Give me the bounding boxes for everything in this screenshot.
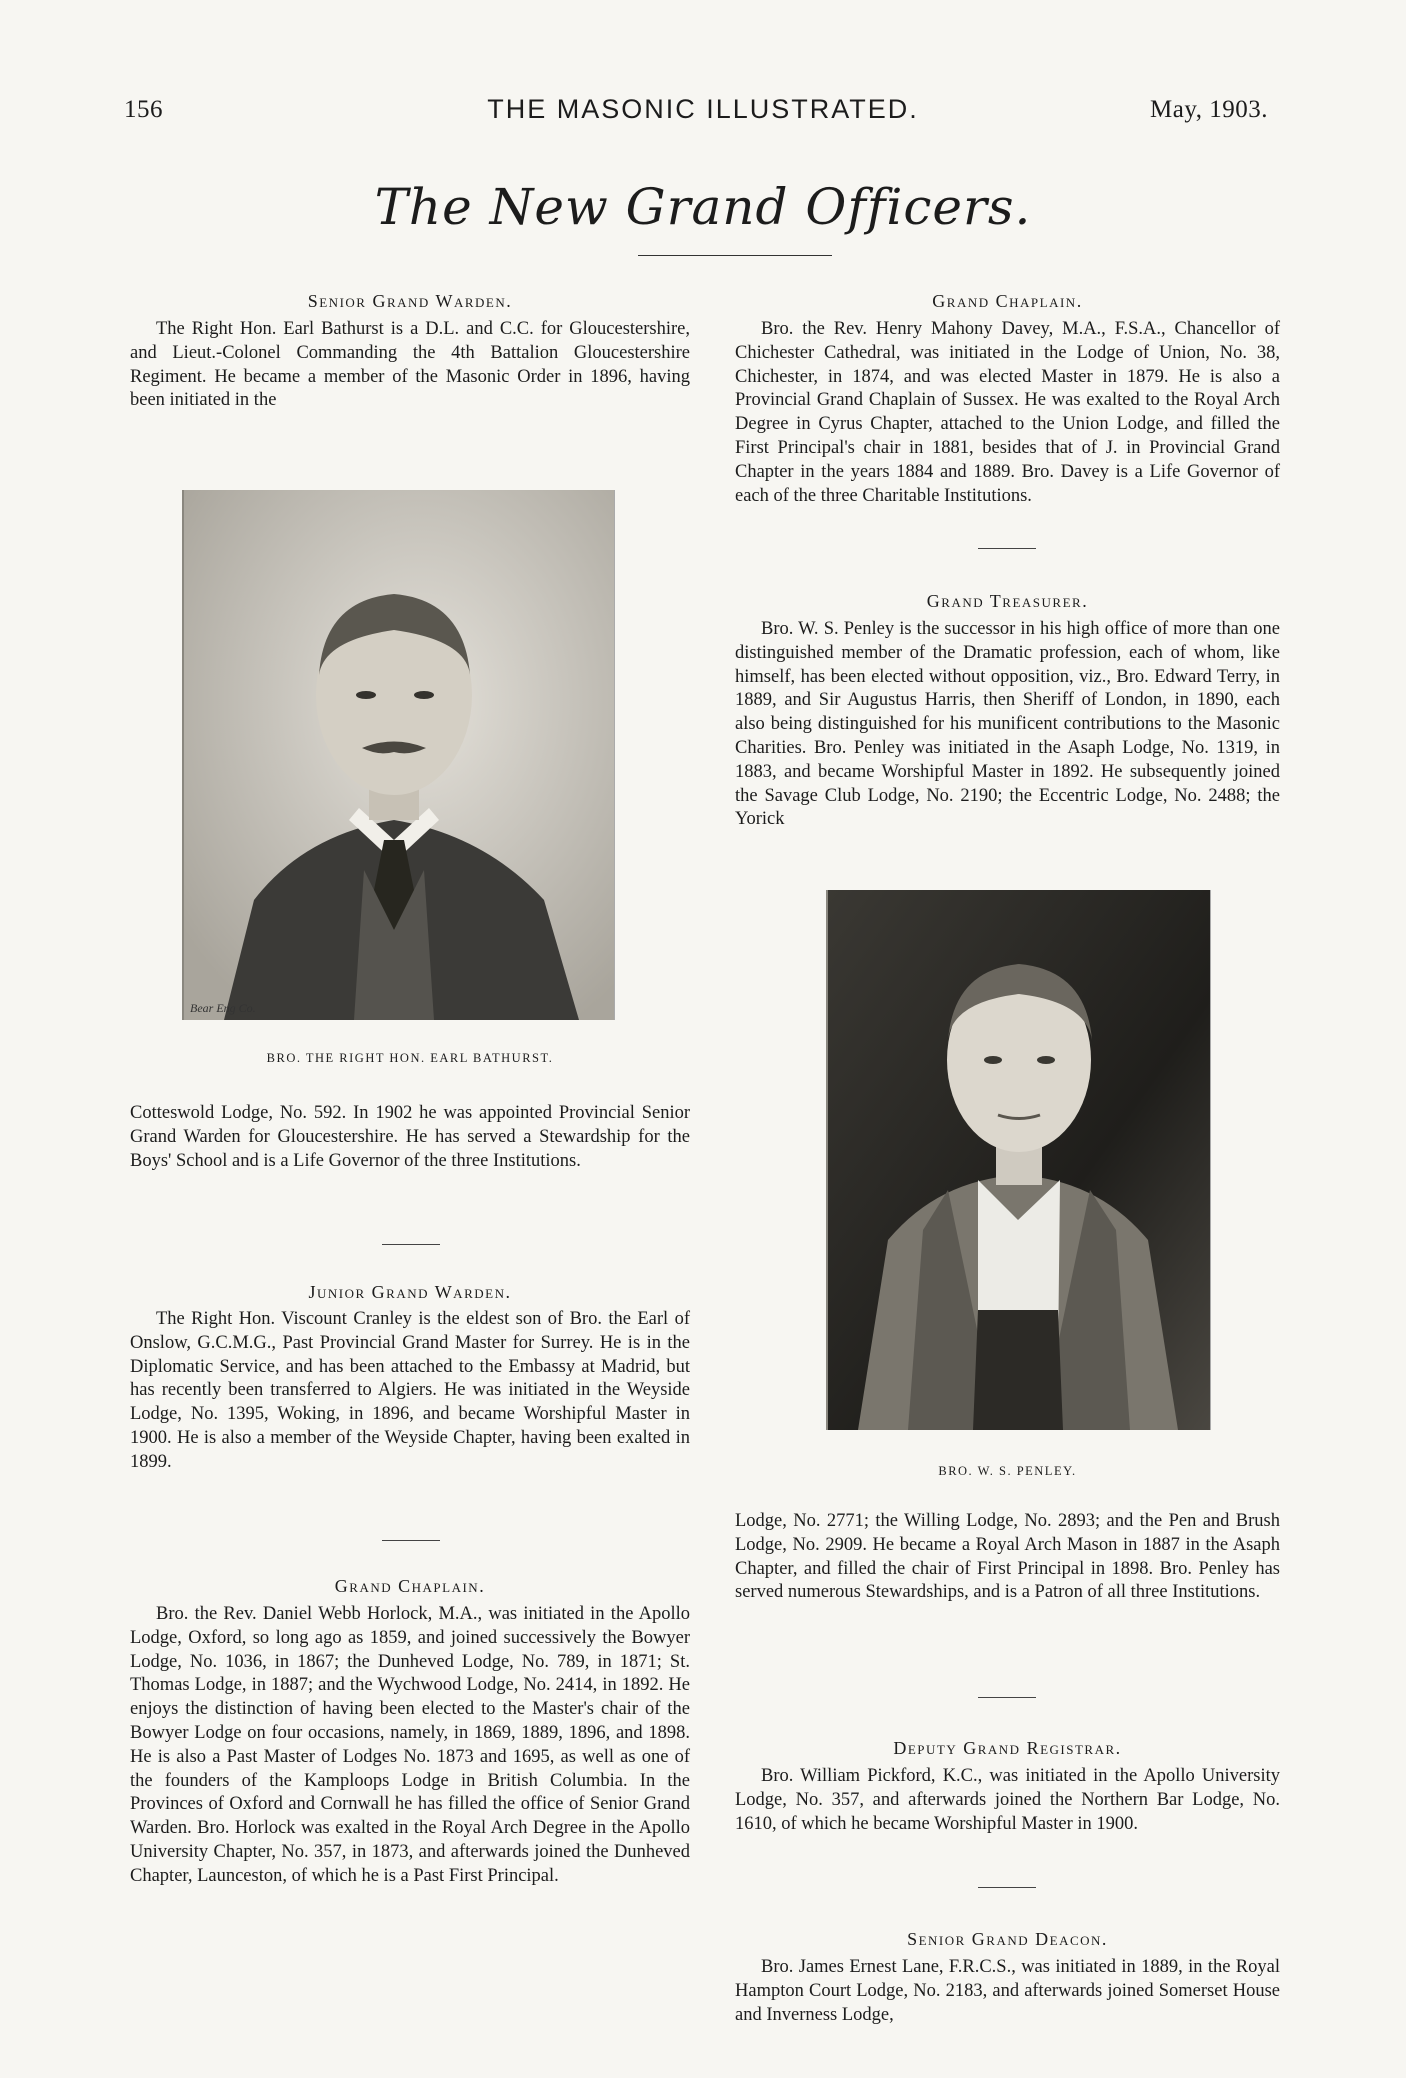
separator-rule bbox=[978, 1887, 1036, 1888]
heading-grand-treasurer: Grand Treasurer. bbox=[926, 591, 1089, 611]
text-grand-chaplain-1: Bro. the Rev. Henry Mahony Davey, M.A., F.S.A., Chancellor of Chichester Cathedral, was initiated in the Lodge of Union, No. 38, Chichester, in 1874, and was elected Master in 1879. He is also a Provincial Grand Chaplain of Sussex. He was exalted to the Royal Arch Degree in Cyrus Chapter, attached to the Union Lodge, and filled the First Principal's chair in 1881, besides that of J. in Provincial Grand Chapter in the years 1884 and 1889. Bro. Davey is a Life Governor of each of the three Charitable Institutions. bbox=[735, 319, 1280, 506]
text-deputy-grand-registrar: Bro. William Pickford, K.C., was initiated in the Apollo University Lodge, No. 357, and afterwards joined the Northern Bar Lodge, No. 1610, of which he became Worshipful Master in 1900. bbox=[735, 1766, 1280, 1834]
separator-rule bbox=[978, 1697, 1036, 1698]
caption-earl-bathurst: BRO. THE RIGHT HON. EARL BATHURST. bbox=[266, 1051, 554, 1065]
section-title: The New Grand Officers. bbox=[374, 178, 1032, 236]
separator-rule bbox=[382, 1244, 440, 1245]
heading-grand-chaplain-1: Grand Chaplain. bbox=[932, 291, 1083, 311]
text-junior-grand-warden: The Right Hon. Viscount Cranley is the eldest son of Bro. the Earl of Onslow, G.C.M.G., Past Provincial Grand Master for Surrey. He is in the Diplomatic Service, and has been attached to the Embassy at Madrid, but has recently been transferred to Algiers. He was initiated in the Weyside Lodge, No. 1395, Woking, in 1896, and became Worshipful Master in 1900. He is also a member of the Weyside Chapter, having been exalted in 1899. bbox=[130, 1309, 690, 1472]
photo-earl-bathurst bbox=[182, 490, 615, 1020]
heading-junior-grand-warden: Junior Grand Warden. bbox=[308, 1282, 512, 1302]
heading-grand-chaplain-2: Grand Chaplain. bbox=[334, 1576, 486, 1596]
issue-date: May, 1903. bbox=[1150, 96, 1268, 123]
text-grand-treasurer-1: Bro. W. S. Penley is the successor in his high office of more than one distinguished member of the Dramatic profession, each of whom, like himself, has been elected without opposition, viz., Bro. Edward Terry, in 1889, and Sir Augustus Harris, then Sheriff of London, in 1890, each also being distinguished for his munificent contributions to the Masonic Charities. Bro. Penley was initiated in the Asaph Lodge, No. 1319, in 1883, and became Worshipful Master in 1892. He subsequently joined the Savage Club Lodge, No. 2190; the Eccentric Lodge, No. 2488; the Yorick bbox=[735, 619, 1280, 830]
text-senior-grand-deacon: Bro. James Ernest Lane, F.R.C.S., was initiated in 1889, in the Royal Hampton Court Lodge, No. 2183, and afterwards joined Somerset House and Inverness Lodge, bbox=[735, 1957, 1280, 2025]
caption-ws-penley: BRO. W. S. PENLEY. bbox=[938, 1464, 1077, 1478]
text-senior-grand-warden-2: Cotteswold Lodge, No. 592. In 1902 he was appointed Provincial Senior Grand Warden for Gloucestershire. He has served a Stewardship for the Boys' School and is a Life Governor of the three Institutions. bbox=[130, 1103, 690, 1171]
separator-rule bbox=[978, 548, 1036, 549]
title-rule bbox=[638, 255, 832, 256]
journal-title: THE MASONIC ILLUSTRATED. bbox=[487, 94, 919, 124]
text-grand-chaplain-2: Bro. the Rev. Daniel Webb Horlock, M.A., was initiated in the Apollo Lodge, Oxford, so long ago as 1859, and joined successively the Bowyer Lodge, No. 1036, in 1867; the Dunheved Lodge, No. 789, in 1871; St. Thomas Lodge, in 1887; and the Wychwood Lodge, No. 2414, in 1892. He enjoys the distinction of having been elected to the Master's chair of the Bowyer Lodge on four occasions, namely, in 1869, 1889, 1896, and 1898. He is also a Past Master of Lodges No. 1873 and 1695, as well as one of the founders of the Kamploops Lodge in British Columbia. In the Provinces of Oxford and Cornwall he has filled the office of Senior Grand Warden. Bro. Horlock was exalted in the Royal Arch Degree in the Apollo University Chapter, No. 357, in 1873, and afterwards joined the Dunheved Chapter, Launceston, of which he is a Past First Principal. bbox=[130, 1604, 690, 1886]
photo-signature: Bear Eng Co. bbox=[190, 1001, 256, 1015]
text-senior-grand-warden-1: The Right Hon. Earl Bathurst is a D.L. and C.C. for Gloucestershire, and Lieut.-Colonel Commanding the 4th Battalion Gloucestershire Regiment. He became a member of the Masonic Order in 1896, having been initiated in the bbox=[130, 319, 690, 411]
page-number: 156 bbox=[124, 96, 163, 123]
portrait-illustration bbox=[184, 490, 614, 1020]
heading-senior-grand-deacon: Senior Grand Deacon. bbox=[907, 1929, 1108, 1949]
portrait-illustration bbox=[828, 890, 1210, 1430]
heading-senior-grand-warden: Senior Grand Warden. bbox=[307, 291, 513, 311]
separator-rule bbox=[382, 1540, 440, 1541]
text-grand-treasurer-2: Lodge, No. 2771; the Willing Lodge, No. 2893; and the Pen and Brush Lodge, No. 2909. He became a Royal Arch Mason in 1887 in the Asaph Chapter, and filled the chair of First Principal in 1898. Bro. Penley has served numerous Stewardships, and is a Patron of all three Institutions. bbox=[735, 1511, 1280, 1603]
photo-ws-penley bbox=[826, 890, 1211, 1430]
heading-deputy-grand-registrar: Deputy Grand Registrar. bbox=[893, 1738, 1122, 1758]
